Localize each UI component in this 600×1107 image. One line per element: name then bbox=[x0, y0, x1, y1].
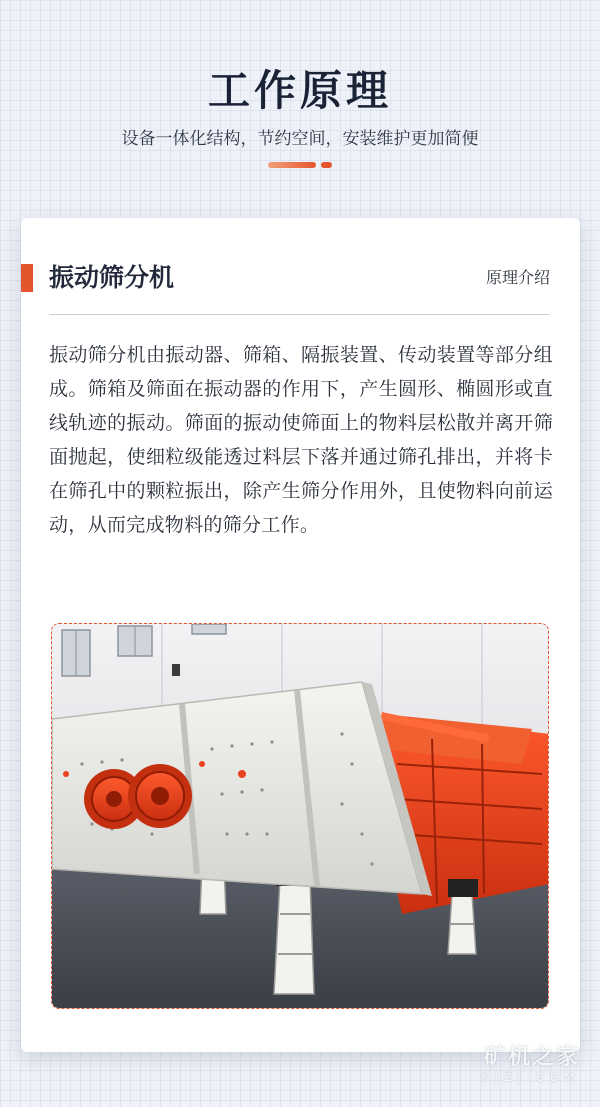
section-header bbox=[21, 260, 580, 296]
watermark-main: 矿机之家 bbox=[483, 1045, 580, 1070]
page-title: 工作原理 bbox=[207, 66, 392, 115]
section-divider bbox=[49, 314, 549, 315]
watermark bbox=[481, 1040, 580, 1084]
section-accent-bar bbox=[21, 264, 33, 292]
decoration-bar-short bbox=[321, 162, 332, 168]
watermark-sub: KJZJ.COM bbox=[481, 1071, 580, 1084]
page-subtitle: 设备一体化结构，节约空间，安装维护更加简便 bbox=[121, 129, 479, 149]
title-decoration bbox=[268, 162, 332, 168]
decoration-bar-long bbox=[268, 162, 316, 168]
content-card bbox=[21, 218, 580, 1052]
section-description: 振动筛分机由振动器、筛箱、隔振装置、传动装置等部分组成。筛箱及筛面在振动器的作用下，产生圆形、椭圆形或直线轨迹的振动。筛面的振动使筛面上的物料层松散并离开筛面抛起，使细粒级能透过料层下落并通过筛孔排出，并将卡在筛孔中的颗粒振出，除产生筛分作用外，且使物料向前运动，从而完成物料的筛分工作。 bbox=[49, 344, 553, 536]
vibrating-screen-machine-photo-icon bbox=[52, 624, 549, 1009]
section-tag: 原理介绍 bbox=[485, 268, 550, 287]
section-title: 振动筛分机 bbox=[49, 263, 175, 292]
machine-photo bbox=[51, 623, 549, 1009]
